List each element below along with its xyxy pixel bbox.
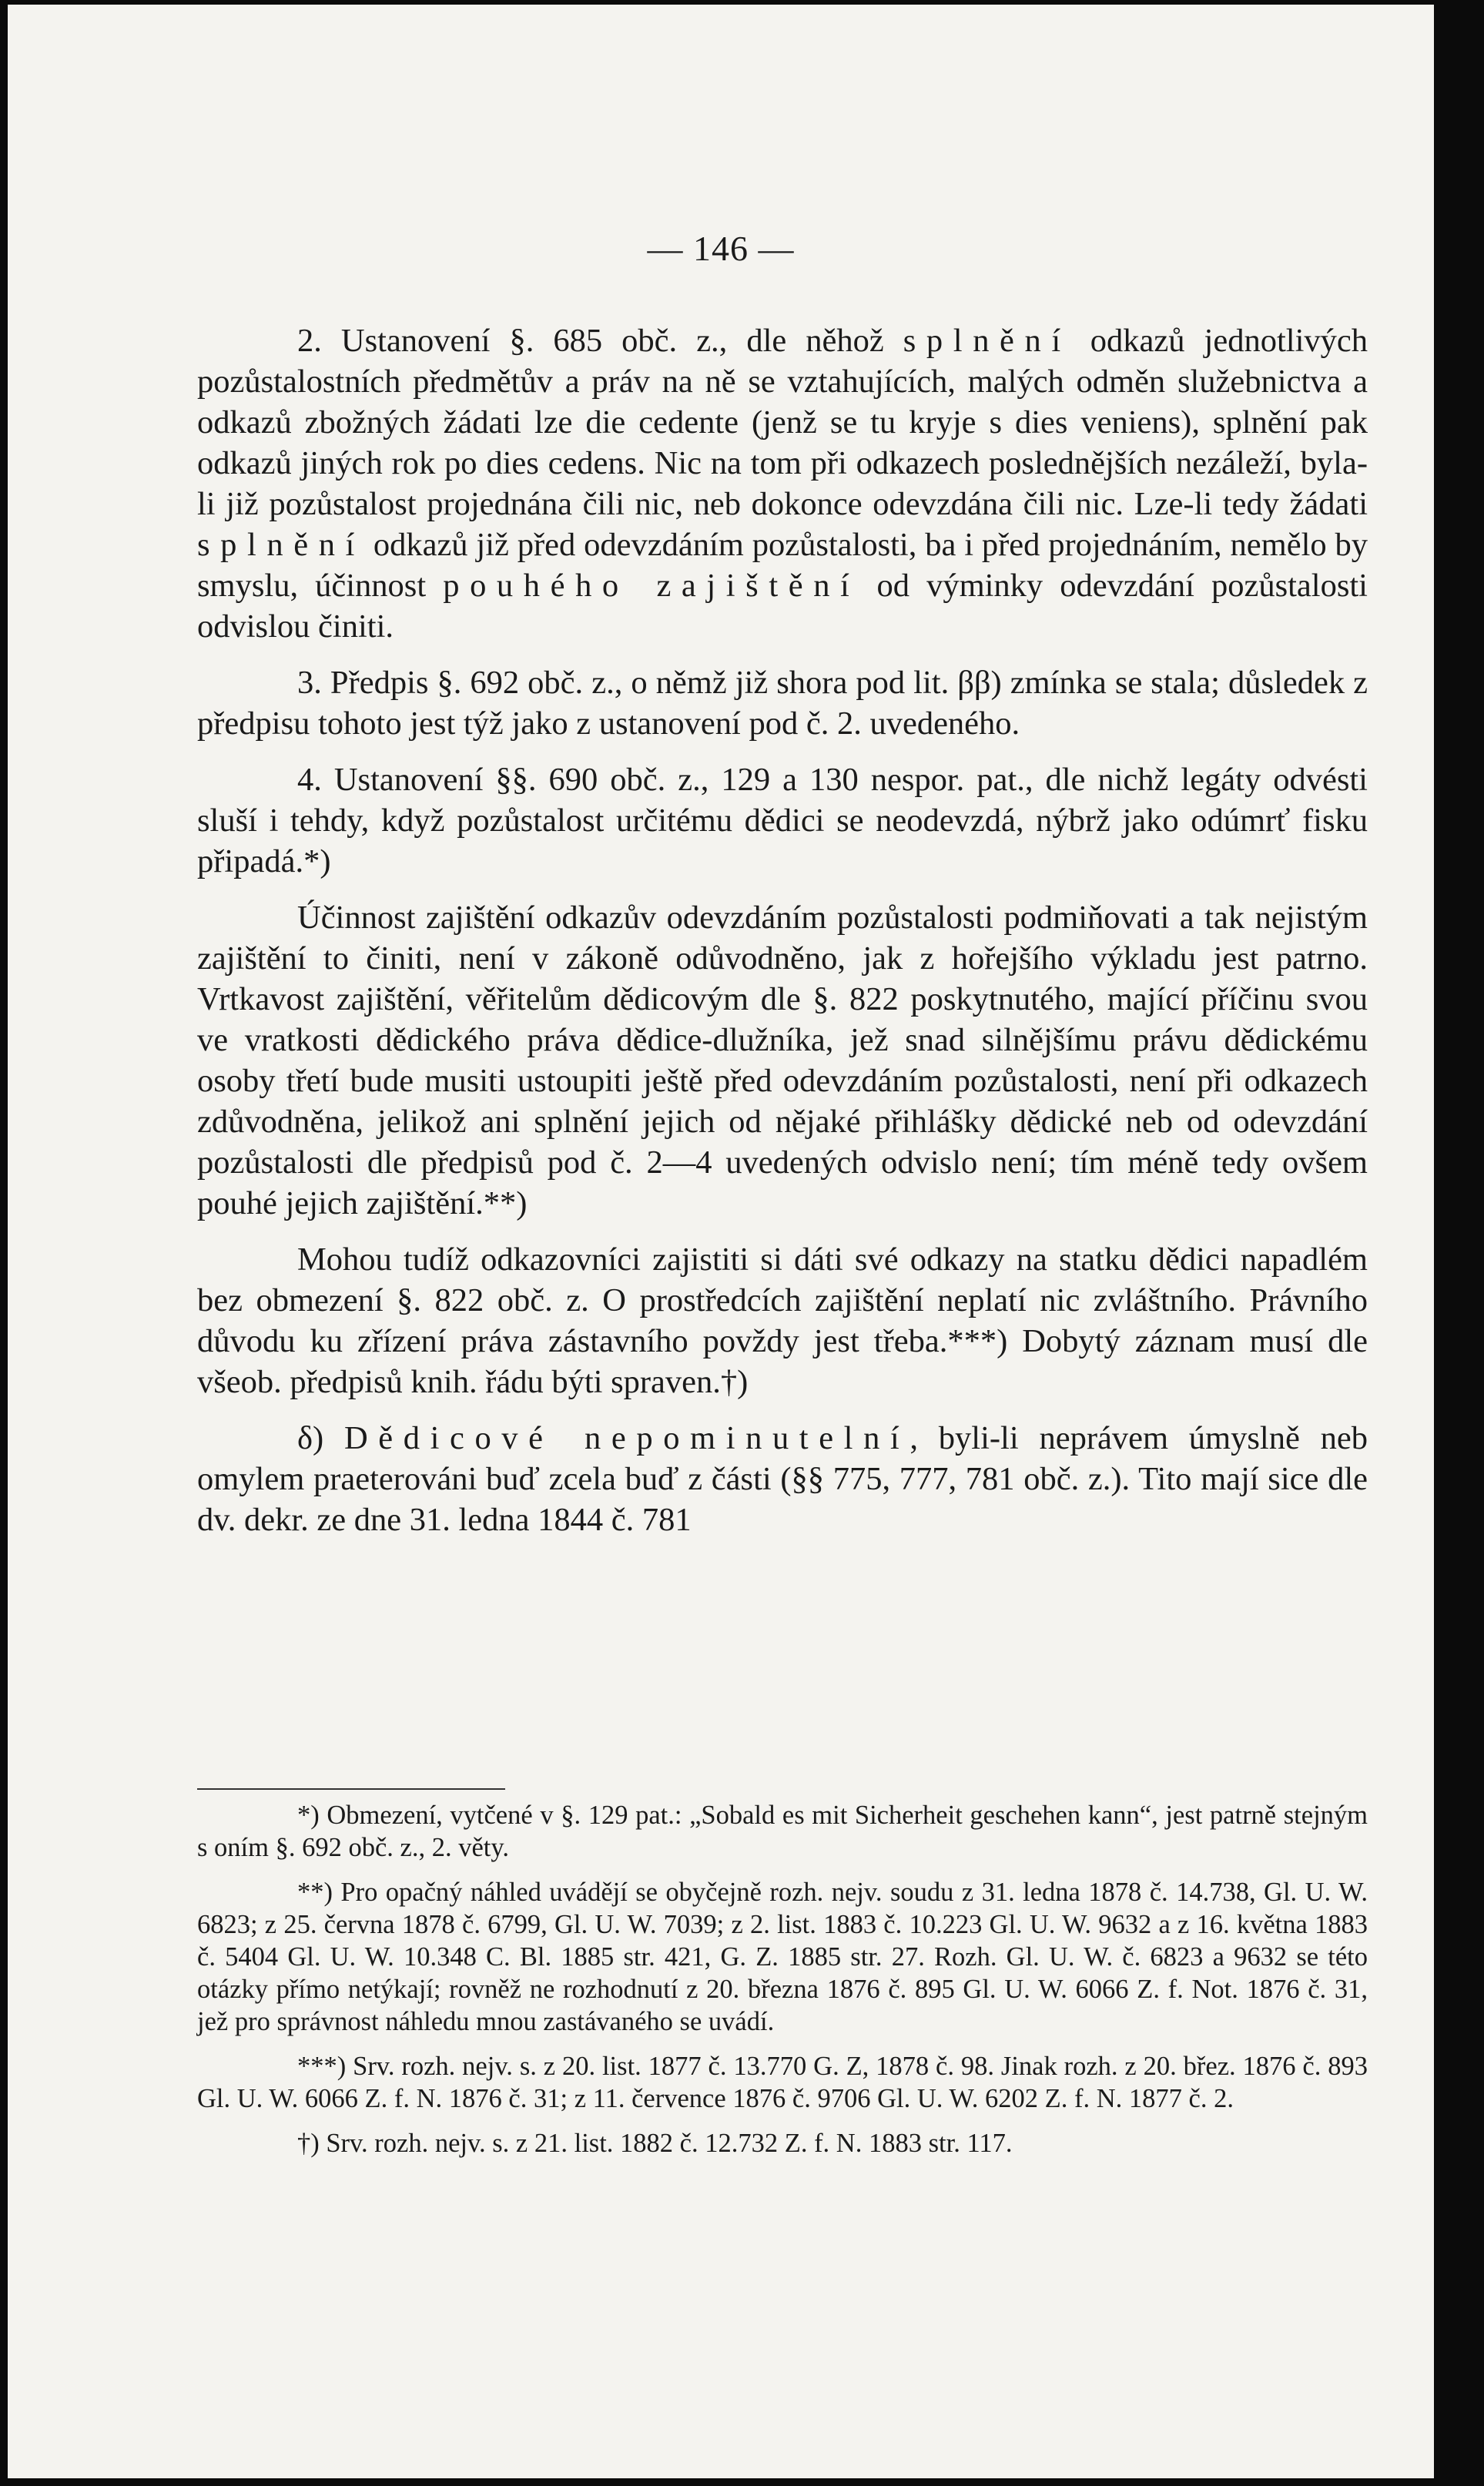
spaced-emphasis: splnění — [197, 527, 365, 563]
footnote-divider — [197, 1788, 505, 1790]
footnote-3: ***) Srv. rozh. nejv. s. z 20. list. 1877 č. 13.770 G. Z, 1878 č. 98. Jinak rozh. z 20. břez. 1876 č. 893 Gl. U. W. 6066 Z. f. N. 1876 č. 31; z 11. července 1876 č. 9706 Gl. U. W. 6202 Z. f. N. 1877 č. 2. — [197, 2052, 1368, 2113]
paragraph-delta: δ) Dědicové nepominutelní, byli-li neprávem úmyslně neb omylem praeterováni buď zcela buď z části (§§ 775, 777, 781 obč. z.). Tito mají sice dle dv. dekr. ze dne 31. ledna 1844 č. 781 — [197, 1420, 1368, 1538]
page-number: — 146 — — [647, 229, 795, 268]
book-page — [8, 5, 1434, 2478]
paragraph-3: 3. Předpis §. 692 obč. z., o němž již shora pod lit. ββ) zmínka se stala; důsledek z předpisu tohoto jest týž jako z ustanovení pod č. 2. uvedeného. — [197, 665, 1368, 742]
footnote-1: *) Obmezení, vytčené v §. 129 pat.: „Sobald es mit Sicherheit geschehen kann“, jest patrně stejným s oním §. 692 obč. z., 2. věty. — [197, 1801, 1368, 1862]
spaced-emphasis: splnění — [903, 323, 1071, 359]
paragraph-mohou: Mohou tudíž odkazovníci zajistiti si dáti své odkazy na statku dědici napadlém bez obmezení §. 822 obč. z. O prostředcích zajištění neplatí nic zvláštního. Právního důvodu ku zřízení práva zástavního povždy jest třeba.***) Dobytý záznam musí dle všeob. předpisů knih. řádu býti spraven.†) — [197, 1241, 1368, 1400]
footnote-2: **) Pro opačný náhled uvádějí se obyčejně rozh. nejv. soudu z 31. ledna 1878 č. 14.738, Gl. U. W. 6823; z 25. června 1878 č. 6799, Gl. U. W. 7039; z 2. list. 1883 č. 10.223 Gl. U. W. 9632 a z 16. května 1883 č. 5404 Gl. U. W. 10.348 C. Bl. 1885 str. 421, G. Z. 1885 str. 27. Rozh. Gl. U. W. č. 6823 a 9632 se této otázky přímo netýkají; rovněž ne rozhodnutí z 20. března 1876 č. 895 Gl. U. W. 6066 Z. f. Not. 1876 č. 31, jež pro správnost náhledu mnou zastávaného se uvádí. — [197, 1878, 1368, 2036]
footnotes — [197, 1799, 1368, 2172]
paragraph-ucinnost: Účinnost zajištění odkazův odevzdáním pozůstalosti podmiňovati a tak nejistým zajištění to činiti, není v zákoně odůvodněno, jak z hořejšího výkladu jest patrno. Vrtkavost zajištění, věřitelům dědicovým dle §. 822 poskytnutého, mající příčinu svou ve vratkosti dědického práva dědice-dlužníka, jež snad silnějšímu právu dědickému osoby třetí bude musiti ustoupiti ještě před odevzdáním pozůstalosti, není při odkazech zdůvodněna, jelikož ani splnění jejich od nějaké přihlášky dědické neb od odevzdání pozůstalosti dle předpisů pod č. 2—4 uvedených odvislo není; tím méně tedy ovšem pouhé jejich zajištění.**) — [197, 900, 1368, 1221]
paragraph-4: 4. Ustanovení §§. 690 obč. z., 129 a 130 nespor. pat., dle nichž legáty odvésti sluší i tehdy, když pozůstalost určitému dědici se neodevzdá, nýbrž jako odúmrť fisku připadá.*) — [197, 762, 1368, 879]
footnote-4: †) Srv. rozh. nejv. s. z 21. list. 1882 č. 12.732 Z. f. N. 1883 str. 117. — [297, 2129, 1013, 2158]
spaced-emphasis: Dědicové nepominutelní — [343, 1420, 910, 1456]
spaced-emphasis: pouhého zajištění — [443, 568, 860, 604]
paragraph-2: 2. Ustanovení §. 685 obč. z., dle něhož splnění odkazů jednotlivých pozůstalostních předmětův a práv na ně se vztahujících, malých odměn služebnictva a odkazů zbožných žádati lze die cedente (jenž se tu kryje s dies veniens), splnění pak odkazů jiných rok po dies cedens. Nic na tom při odkazech poslednějších nezáleží, byla-li již pozůstalost projednána čili nic, neb dokonce odevzdána čili nic. Lze-li tedy žádati splnění odkazů již před odevzdáním pozůstalosti, ba i před projednáním, nemělo by smyslu, účinnost pouhého zajištění od výminky odevzdání pozůstalosti odvislou činiti. — [197, 323, 1368, 645]
main-text — [197, 320, 1368, 1556]
